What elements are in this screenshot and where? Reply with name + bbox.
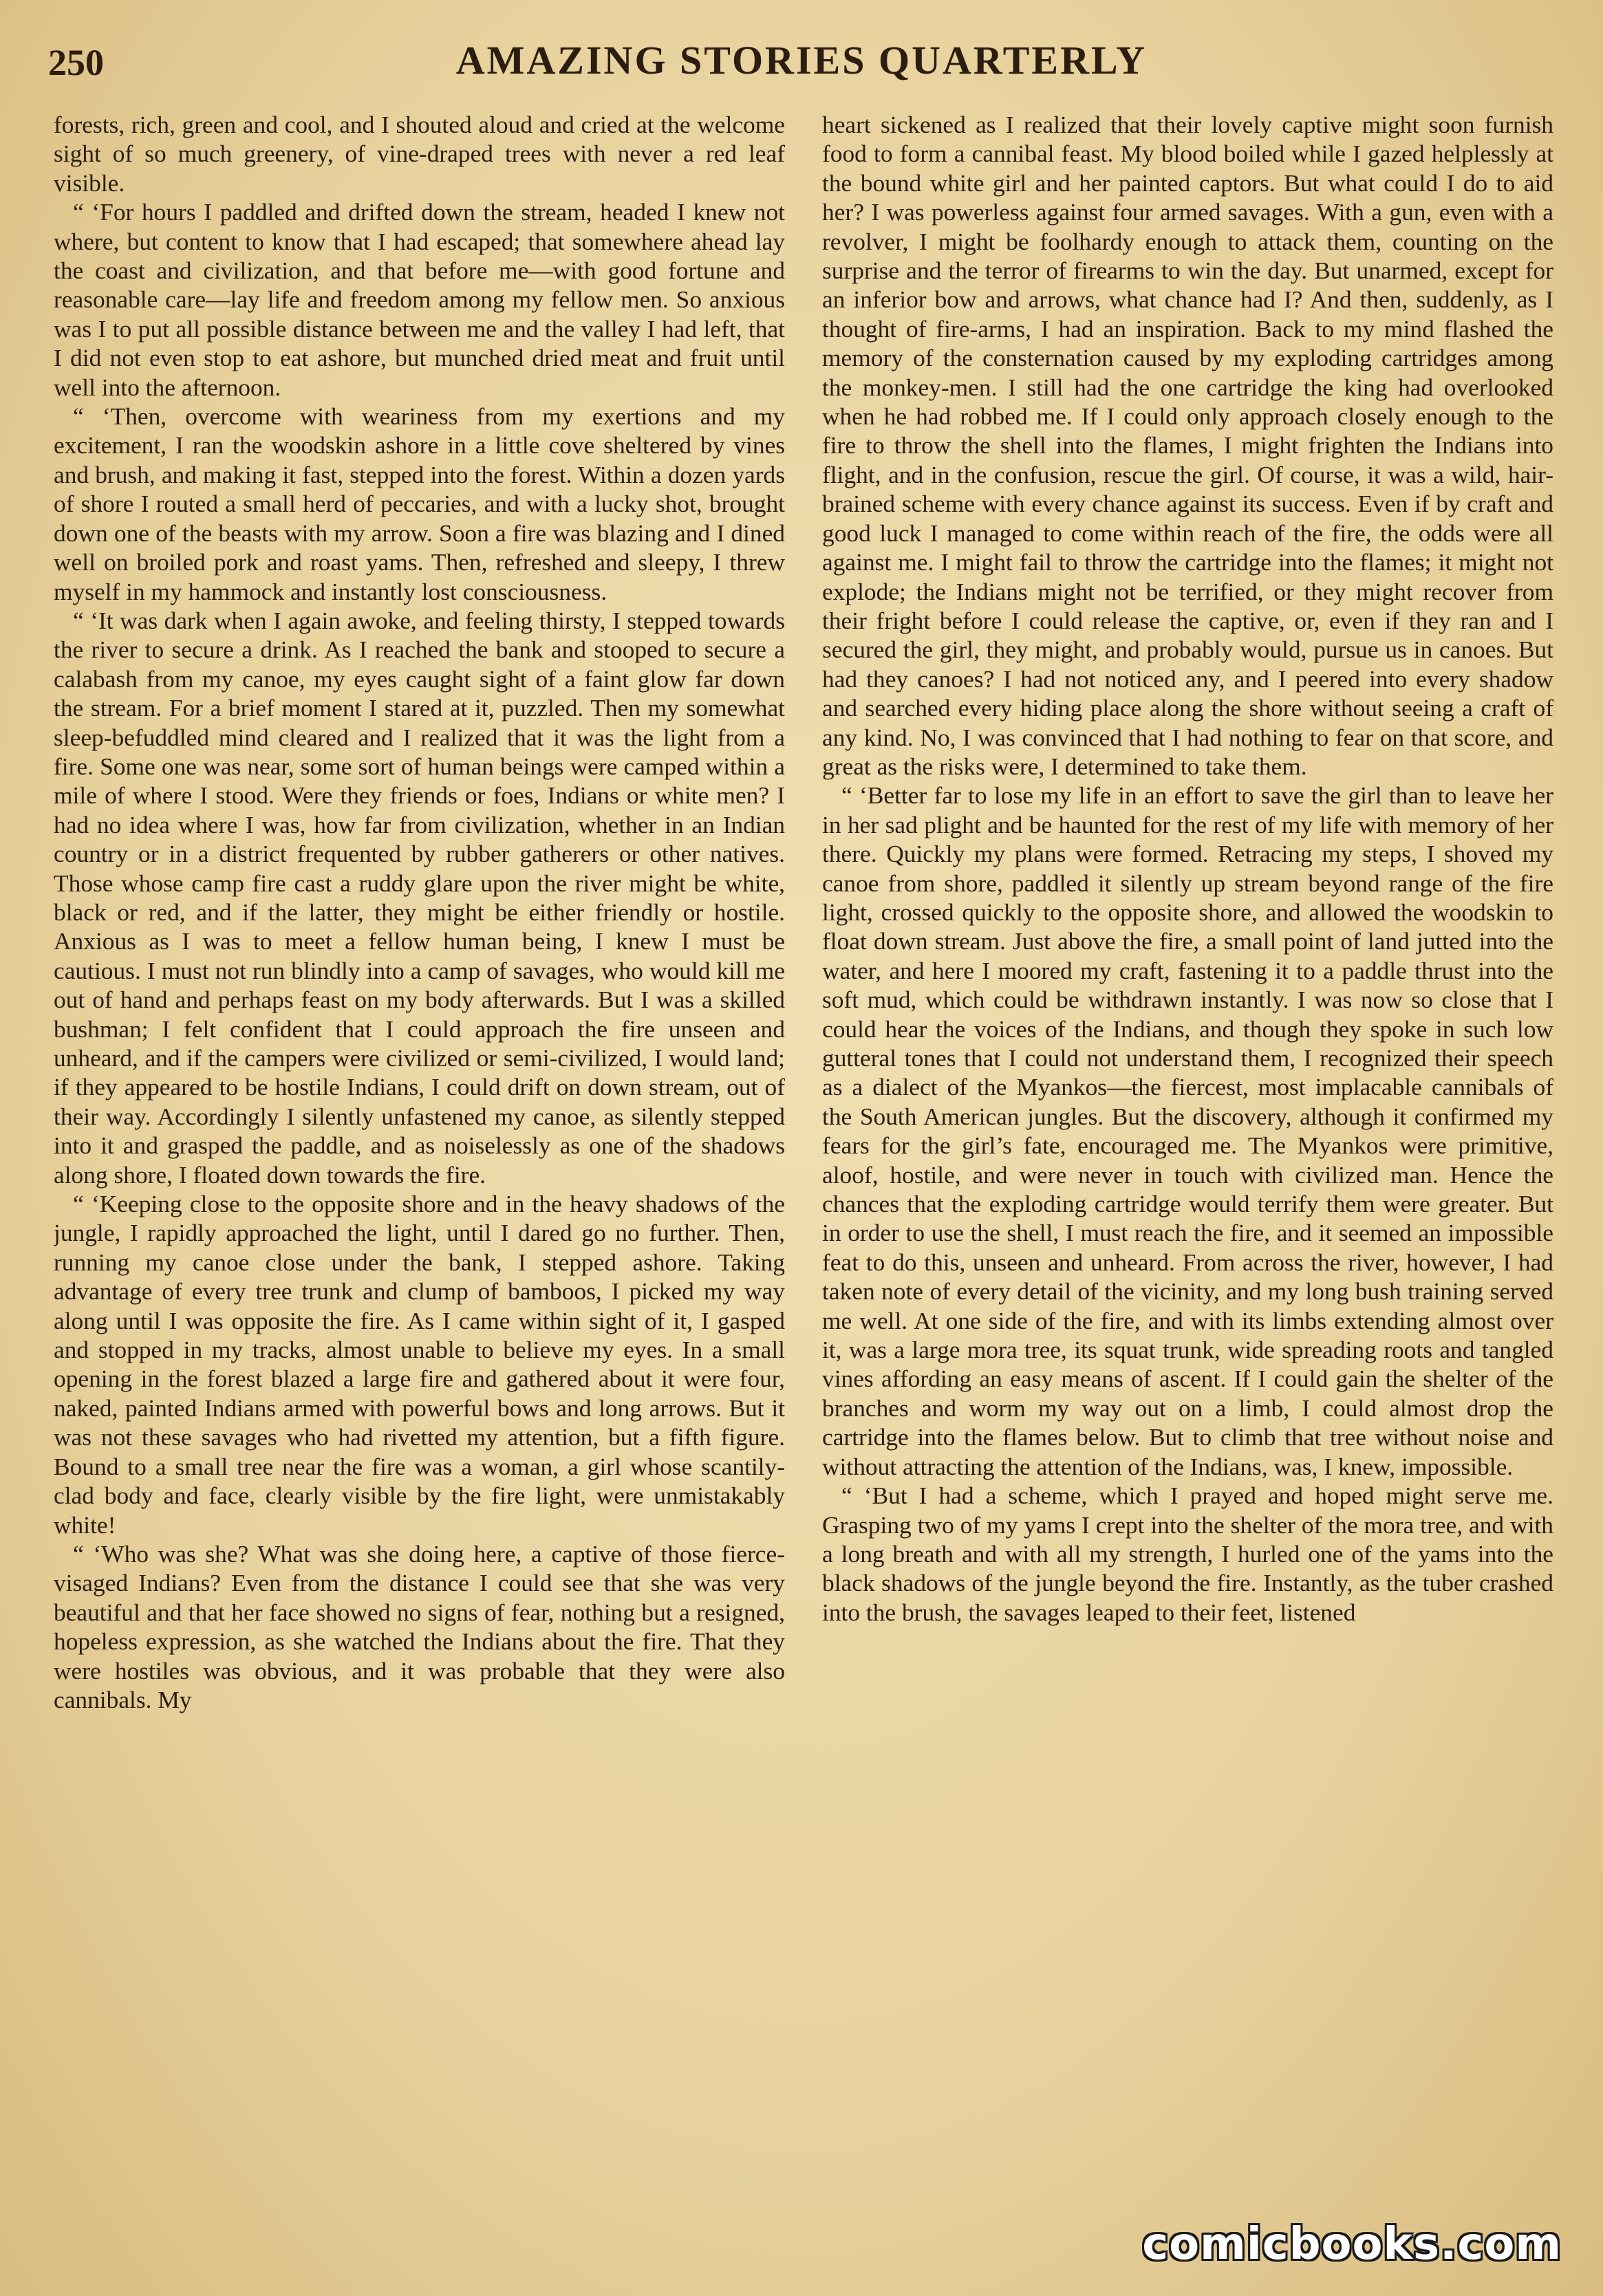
paragraph: heart sickened as I realized that their lovely captive might soon furnish food to form a cannibal feast. My blood boiled while I gazed helplessly at the bound white girl and her painted captors. But what could I do to aid her? I was powerless against four armed savages. With a gun, even with a revolver, I might be foolhardy enough to attack them, counting on the surprise and the terror of firearms to win the day. But unarmed, except for an inferior bow and arrows, what chance had I? And then, suddenly, as I thought of fire-arms, I had an inspiration. Back to my mind flashed the memory of the consternation caused by my exploding cartridges among the monkey-men. I still had the one cartridge the king had overlooked when he had robbed me. If I could only approach closely enough to the fire to throw the shell into the flames, I might frighten the Indians into flight, and in the confusion, rescue the girl. Of course, it was a wild, hair-brained scheme with every chance against its success. Even if by craft and good luck I managed to come within reach of the fire, the odds were all against me. I might fail to throw the cartridge into the flames; it might not explode; the Indians might not be terrified, or they might recover from their fright before I could release the captive, or, even if they ran and I secured the girl, they might, and probably would, pursue us in canoes. But had they canoes? I had not noticed any, and I peered into every shadow and searched every hiding place along the shore without seeing a craft of any kind. No, I was convinced that I had nothing to fear on that score, and great as the risks were, I determined to take them. xyxy=(822,111,1553,780)
paragraph: “ ‘It was dark when I again awoke, and feeling thirsty, I stepped towards the river to secure a drink. As I reached the bank and stooped to secure a calabash from my canoe, my eyes caught sight of a faint glow far down the stream. For a brief moment I stared at it, puzzled. Then my somewhat sleep-befuddled mind cleared and I realized that it was the light from a fire. Some one was near, some sort of human beings were camped within a mile of where I stood. Were they friends or foes, Indians or white men? I had no idea where I was, how far from civilization, whether in an Indian country or in a district frequented by rubber gatherers or other natives. Those whose camp fire cast a ruddy glare upon the river might be white, black or red, and if the latter, they might be either friendly or hostile. Anxious as I was to meet a fellow human being, I knew I must be cautious. I must not run blindly into a camp of savages, who would kill me out of hand and perhaps feast on my body afterwards. But I was a skilled bushman; I felt confident that I could approach the fire unseen and unheard, and if the campers were civilized or semi-civilized, I would land; if they appeared to be hostile Indians, I could drift on down stream, out of their way. Accordingly I silently unfastened my canoe, as silently stepped into it and grasped the paddle, and as noiselessly as one of the shadows along shore, I floated down towards the fire. xyxy=(54,606,785,1189)
paragraph: “ ‘Keeping close to the opposite shore and in the heavy shadows of the jungle, I rapidly approached the light, until I dared go no further. Then, running my canoe close under the bank, I stepped ashore. Taking advantage of every tree trunk and clump of bamboos, I picked my way along until I was opposite the fire. As I came within sight of it, I gasped and stopped in my tracks, almost unable to believe my eyes. In a small opening in the forest blazed a large fire and gathered about it were four, naked, painted Indians armed with powerful bows and long arrows. But it was not these savages who had rivetted my attention, but a fifth figure. Bound to a small tree near the fire was a woman, a girl whose scantily-clad body and face, clearly visible by the fire light, were unmistakably white! xyxy=(54,1190,785,1539)
paragraph: “ ‘Better far to lose my life in an effort to save the girl than to leave her in her sad plight and be haunted for the rest of my life with memory of her there. Quickly my plans were formed. Retracing my steps, I shoved my canoe from shore, paddled it silently up stream beyond range of the fire light, crossed quickly to the opposite shore, and allowed the woodskin to float down stream. Just above the fire, a small point of land jutted into the water, and here I moored my craft, fastening it to a paddle thrust into the soft mud, which could be withdrawn instantly. I was now so close that I could hear the voices of the Indians, and though they spoke in such low gutteral tones that I could not understand them, I recognized their speech as a dialect of the Myankos—the fiercest, most implacable cannibals of the South American jungles. But the discovery, although it confirmed my fears for the girl’s fate, encouraged me. The Myankos were primitive, aloof, hostile, and were never in touch with civilized man. Hence the chances that the exploding cartridge would terrify them were greater. But in order to use the shell, I must reach the fire, and it seemed an impossible feat to do this, unseen and unheard. From across the river, however, I had taken note of every detail of the vicinity, and my long bush training served me well. At one side of the fire, and with its limbs extending almost over it, was a large mora tree, its squat trunk, wide spreading roots and tangled vines affording an easy means of ascent. If I could gain the shelter of the branches and worm my way out on a limb, I could almost drop the cartridge into the flames below. But to climb that tree without noise and without attracting the attention of the Indians, was, I knew, impossible. xyxy=(822,781,1553,1480)
left-column xyxy=(54,110,785,2263)
paragraph: “ ‘For hours I paddled and drifted down the stream, headed I knew not where, but content to know that I had escaped; that somewhere ahead lay the coast and civilization, and that before me—with good fortune and reasonable care—lay life and freedom among my fellow men. So anxious was I to put all possible distance between me and the valley I had left, that I did not even stop to eat ashore, but munched dried meat and fruit until well into the afternoon. xyxy=(54,198,785,401)
paragraph: “ ‘Then, overcome with weariness from my exertions and my excitement, I ran the woodskin ashore in a little cove sheltered by vines and brush, and making it fast, stepped into the forest. Within a dozen yards of shore I routed a small herd of peccaries, and with a lucky shot, brought down one of the beasts with my arrow. Soon a fire was blazing and I dined well on broiled pork and roast yams. Then, refreshed and sleepy, I threw myself in my hammock and instantly lost consciousness. xyxy=(54,402,785,605)
running-title: AMAZING STORIES QUARTERLY xyxy=(455,38,1148,83)
paragraph: “ ‘Who was she? What was she doing here, a captive of those fierce-visaged Indians? Even from the distance I could see that she was very beautiful and that her face showed no signs of fear, nothing but a resigned, hopeless expression, as she watched the Indians about the fire. That they were hostiles was obvious, and it was probable that they were also cannibals. My xyxy=(54,1539,785,1713)
text-columns xyxy=(54,110,1553,2263)
page-header xyxy=(48,33,1555,95)
page-number: 250 xyxy=(48,42,104,83)
right-column xyxy=(822,110,1553,2263)
paragraph: “ ‘But I had a scheme, which I prayed and hoped might serve me. Grasping two of my yams I crept into the shelter of the mora tree, and with a long breath and with all my strength, I hurled one of the yams into the black shadows of the jungle beyond the fire. Instantly, as the tuber crashed into the brush, the savages leaped to their feet, listened xyxy=(822,1482,1553,1626)
watermark-logo: comicbooks.com xyxy=(1142,2219,1562,2270)
paragraph: forests, rich, green and cool, and I shouted aloud and cried at the welcome sight of so much greenery, of vine-draped trees with never a red leaf visible. xyxy=(54,111,785,197)
